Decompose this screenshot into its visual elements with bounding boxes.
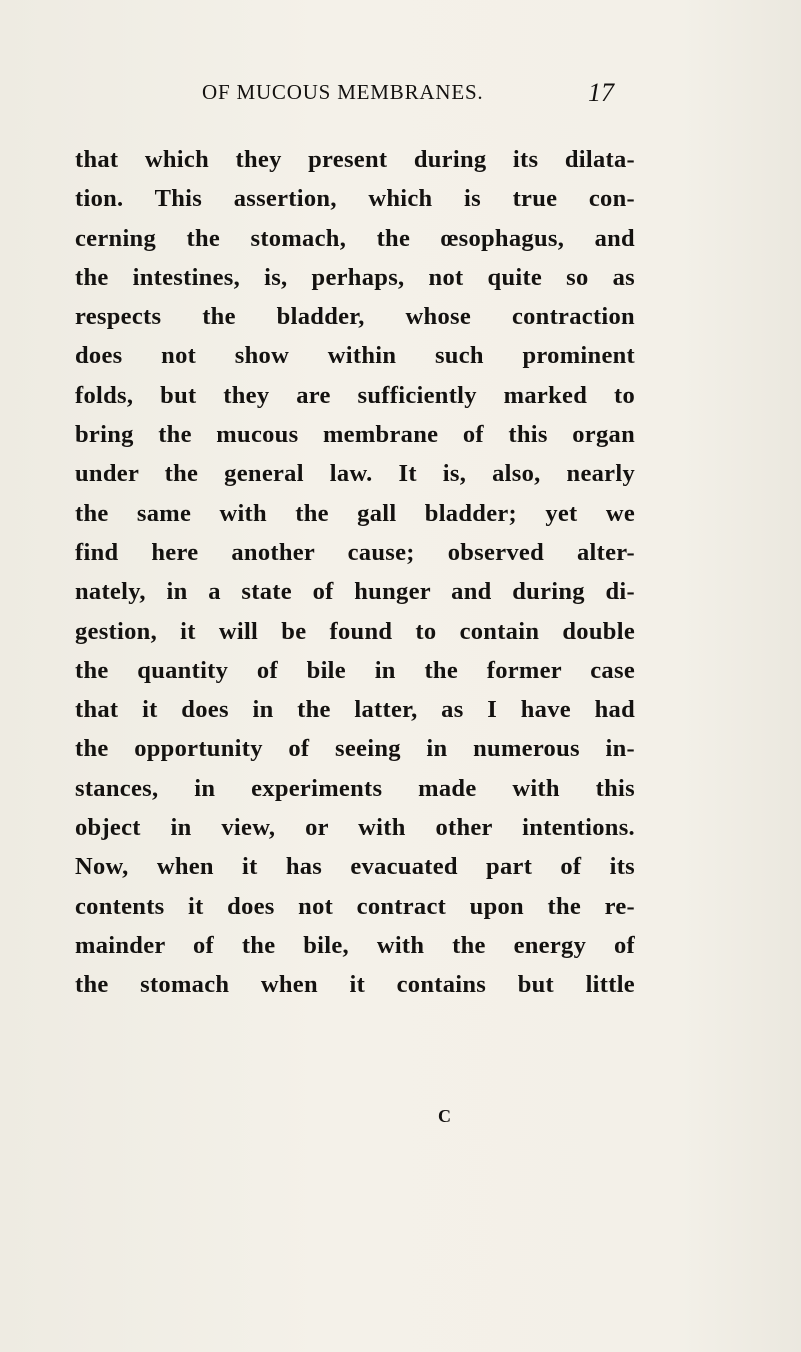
text-line: cerning the stomach, the œsophagus, and xyxy=(75,224,635,252)
body-text xyxy=(75,140,635,1005)
signature-mark: C xyxy=(438,1106,452,1126)
text-line: the same with the gall bladder; yet we xyxy=(75,499,635,527)
text-line: that it does in the latter, as I have had xyxy=(75,696,635,724)
running-head-title: OF MUCOUS MEMBRANES. xyxy=(202,80,484,104)
text-line: the quantity of bile in the former case xyxy=(75,656,635,684)
text-line: bring the mucous membrane of this organ xyxy=(75,421,635,449)
text-line: under the general law. It is, also, nearly xyxy=(75,460,635,488)
text-line: the opportunity of seeing in numerous in- xyxy=(75,735,635,763)
text-line: object in view, or with other intentions. xyxy=(75,814,635,842)
running-head xyxy=(0,80,801,110)
text-line: contents it does not contract upon the re- xyxy=(75,892,635,920)
text-line: tion. This assertion, which is true con- xyxy=(75,185,635,213)
text-line: does not show within such prominent xyxy=(75,342,635,370)
text-line: nately, in a state of hunger and during di- xyxy=(75,578,635,606)
text-line: the stomach when it contains but little xyxy=(75,971,635,999)
page-number: 17 xyxy=(588,78,614,107)
text-line: folds, but they are sufficiently marked to xyxy=(75,381,635,409)
text-line: the intestines, is, perhaps, not quite so as xyxy=(75,263,635,291)
text-line: that which they present during its dilata- xyxy=(75,146,635,173)
text-line: respects the bladder, whose contraction xyxy=(75,303,635,331)
text-line: mainder of the bile, with the energy of xyxy=(75,931,635,959)
text-line: stances, in experiments made with this xyxy=(75,774,635,802)
text-line: Now, when it has evacuated part of its xyxy=(75,853,635,881)
text-line: gestion, it will be found to contain double xyxy=(75,617,635,645)
text-line: find here another cause; observed alter- xyxy=(75,538,635,566)
